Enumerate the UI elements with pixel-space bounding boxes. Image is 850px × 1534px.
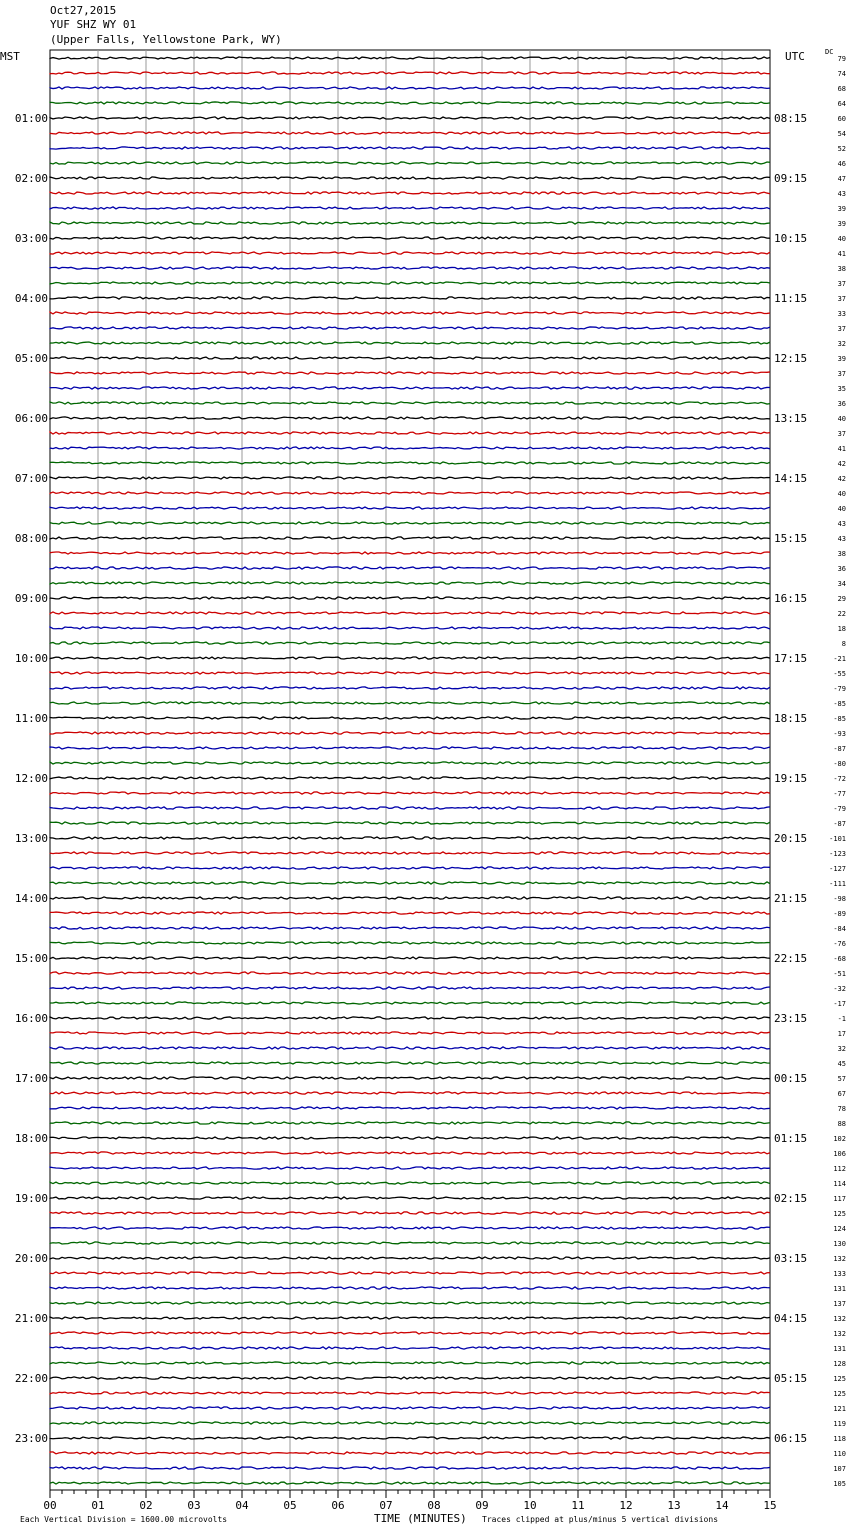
trace-line — [50, 762, 770, 764]
dc-offset-label: 132 — [833, 1330, 846, 1338]
trace-line — [50, 267, 770, 269]
utc-hour-label: 20:15 — [774, 832, 808, 845]
trace-line — [50, 1137, 770, 1139]
dc-offset-label: 131 — [833, 1345, 846, 1353]
trace-line — [50, 492, 770, 494]
dc-offset-label: 102 — [833, 1135, 846, 1143]
utc-hour-label: 22:15 — [774, 952, 808, 965]
vertical-division-note: Each Vertical Division = 1600.00 microvolts — [20, 1515, 228, 1524]
mst-hour-label: 11:00 — [14, 712, 48, 725]
dc-offset-label: 36 — [837, 565, 846, 573]
dc-offset-label: -87 — [833, 820, 846, 828]
utc-hour-label: 03:15 — [774, 1252, 808, 1265]
trace-line — [50, 417, 770, 419]
utc-hour-label: 10:15 — [774, 232, 808, 245]
dc-offset-label: -79 — [833, 685, 846, 693]
dc-offset-label: 68 — [837, 85, 846, 93]
utc-hour-label: 02:15 — [774, 1192, 808, 1205]
x-tick-label: 02 — [139, 1499, 153, 1512]
dc-offset-label: 64 — [837, 100, 846, 108]
utc-hour-label: 01:15 — [774, 1132, 808, 1145]
trace-line — [50, 987, 770, 989]
dc-label: DC — [825, 48, 834, 56]
trace-line — [50, 1242, 770, 1244]
dc-offset-label: 137 — [833, 1300, 846, 1308]
dc-offset-label: -77 — [833, 790, 846, 798]
header-location: (Upper Falls, Yellowstone Park, WY) — [50, 33, 282, 46]
trace-line — [50, 972, 770, 974]
dc-offset-label: -87 — [833, 745, 846, 753]
dc-offset-label: -123 — [829, 850, 846, 858]
trace-line — [50, 882, 770, 884]
dc-offset-label: 133 — [833, 1270, 846, 1278]
left-timezone-label: MST — [0, 50, 20, 63]
dc-offset-label: 110 — [833, 1450, 846, 1458]
mst-hour-label: 06:00 — [14, 412, 48, 425]
dc-offset-label: 40 — [837, 415, 846, 423]
trace-line — [50, 1422, 770, 1424]
dc-offset-label: 39 — [837, 220, 846, 228]
trace-line — [50, 1227, 770, 1229]
trace-line — [50, 1017, 770, 1019]
dc-offset-label: 106 — [833, 1150, 846, 1158]
dc-offset-label: 47 — [837, 175, 846, 183]
dc-offset-label: 132 — [833, 1255, 846, 1263]
utc-hour-label: 09:15 — [774, 172, 808, 185]
trace-line — [50, 222, 770, 224]
trace-line — [50, 837, 770, 839]
dc-offset-label: 38 — [837, 265, 846, 273]
utc-hour-label: 18:15 — [774, 712, 808, 725]
dc-offset-label: 74 — [837, 70, 846, 78]
trace-line — [50, 642, 770, 644]
dc-offset-label: -98 — [833, 895, 846, 903]
trace-line — [50, 522, 770, 524]
utc-hour-label: 16:15 — [774, 592, 808, 605]
dc-offset-label: 32 — [837, 340, 846, 348]
trace-line — [50, 1482, 770, 1484]
mst-hour-label: 21:00 — [14, 1312, 48, 1325]
dc-offset-label: 40 — [837, 505, 846, 513]
dc-offset-label: 130 — [833, 1240, 846, 1248]
x-tick-label: 03 — [187, 1499, 201, 1512]
dc-offset-label: 22 — [837, 610, 846, 618]
trace-line — [50, 312, 770, 314]
dc-offset-label: 42 — [837, 475, 846, 483]
mst-hour-label: 09:00 — [14, 592, 48, 605]
x-tick-label: 15 — [763, 1499, 777, 1512]
dc-offset-label: -93 — [833, 730, 846, 738]
dc-offset-label: -72 — [833, 775, 846, 783]
trace-line — [50, 102, 770, 104]
trace-line — [50, 432, 770, 434]
dc-offset-label: 117 — [833, 1195, 846, 1203]
mst-hour-label: 05:00 — [14, 352, 48, 365]
trace-line — [50, 597, 770, 599]
x-axis-title: TIME (MINUTES) — [374, 1512, 467, 1525]
trace-line — [50, 147, 770, 149]
trace-line — [50, 672, 770, 674]
trace-line — [50, 1182, 770, 1184]
trace-line — [50, 72, 770, 74]
dc-offset-label: 107 — [833, 1465, 846, 1473]
dc-offset-label: 78 — [837, 1105, 846, 1113]
dc-offset-label: 33 — [837, 310, 846, 318]
trace-line — [50, 897, 770, 899]
utc-hour-label: 17:15 — [774, 652, 808, 665]
mst-hour-label: 10:00 — [14, 652, 48, 665]
trace-line — [50, 867, 770, 869]
trace-line — [50, 1197, 770, 1199]
trace-line — [50, 717, 770, 719]
trace-line — [50, 567, 770, 569]
dc-offset-label: 105 — [833, 1480, 846, 1488]
trace-line — [50, 462, 770, 464]
dc-offset-label: 39 — [837, 355, 846, 363]
trace-line — [50, 627, 770, 629]
mst-hour-label: 17:00 — [14, 1072, 48, 1085]
trace-line — [50, 957, 770, 959]
trace-line — [50, 747, 770, 749]
x-tick-label: 09 — [475, 1499, 489, 1512]
x-tick-label: 13 — [667, 1499, 681, 1512]
dc-offset-label: 125 — [833, 1210, 846, 1218]
trace-line — [50, 687, 770, 689]
x-tick-label: 07 — [379, 1499, 393, 1512]
trace-line — [50, 1362, 770, 1364]
utc-hour-label: 06:15 — [774, 1432, 808, 1445]
trace-line — [50, 477, 770, 479]
dc-offset-label: 41 — [837, 445, 846, 453]
dc-offset-label: -85 — [833, 700, 846, 708]
trace-line — [50, 942, 770, 944]
dc-offset-label: -76 — [833, 940, 846, 948]
trace-line — [50, 1077, 770, 1079]
trace-line — [50, 507, 770, 509]
dc-offset-label: 128 — [833, 1360, 846, 1368]
mst-hour-label: 08:00 — [14, 532, 48, 545]
utc-hour-label: 13:15 — [774, 412, 808, 425]
mst-hour-label: 02:00 — [14, 172, 48, 185]
dc-offset-label: 114 — [833, 1180, 846, 1188]
trace-line — [50, 852, 770, 854]
trace-line — [50, 87, 770, 89]
x-tick-label: 10 — [523, 1499, 537, 1512]
trace-line — [50, 1062, 770, 1064]
mst-hour-label: 16:00 — [14, 1012, 48, 1025]
dc-offset-label: 37 — [837, 295, 846, 303]
utc-hour-label: 12:15 — [774, 352, 808, 365]
trace-line — [50, 402, 770, 404]
x-tick-label: 00 — [43, 1499, 57, 1512]
mst-hour-label: 13:00 — [14, 832, 48, 845]
x-tick-label: 14 — [715, 1499, 729, 1512]
trace-line — [50, 252, 770, 254]
mst-hour-label: 12:00 — [14, 772, 48, 785]
dc-offset-label: 119 — [833, 1420, 846, 1428]
trace-line — [50, 912, 770, 914]
dc-offset-label: 118 — [833, 1435, 846, 1443]
utc-hour-label: 08:15 — [774, 112, 808, 125]
header-date: Oct27,2015 — [50, 4, 117, 17]
trace-line — [50, 1332, 770, 1334]
trace-line — [50, 1392, 770, 1394]
dc-offset-label: 132 — [833, 1315, 846, 1323]
trace-line — [50, 207, 770, 209]
dc-offset-label: 37 — [837, 370, 846, 378]
dc-offset-label: 57 — [837, 1075, 846, 1083]
dc-offset-label: -55 — [833, 670, 846, 678]
trace-line — [50, 1002, 770, 1004]
dc-offset-label: 43 — [837, 520, 846, 528]
trace-line — [50, 1092, 770, 1094]
x-tick-label: 06 — [331, 1499, 345, 1512]
trace-line — [50, 1032, 770, 1034]
trace-line — [50, 1167, 770, 1169]
dc-offset-label: -68 — [833, 955, 846, 963]
dc-offset-label: -79 — [833, 805, 846, 813]
dc-offset-label: 37 — [837, 430, 846, 438]
trace-line — [50, 192, 770, 194]
trace-line — [50, 447, 770, 449]
dc-offset-label: 125 — [833, 1375, 846, 1383]
trace-line — [50, 1302, 770, 1304]
utc-hour-label: 15:15 — [774, 532, 808, 545]
trace-line — [50, 1047, 770, 1049]
header-station: YUF SHZ WY 01 — [50, 18, 137, 31]
dc-offset-label: -21 — [833, 655, 846, 663]
dc-offset-label: 39 — [837, 205, 846, 213]
mst-hour-label: 18:00 — [14, 1132, 48, 1145]
trace-line — [50, 282, 770, 284]
right-timezone-label: UTC — [785, 50, 805, 63]
trace-line — [50, 1272, 770, 1274]
dc-offset-label: -101 — [829, 835, 846, 843]
trace-line — [50, 657, 770, 659]
trace-line — [50, 387, 770, 389]
dc-offset-label: 124 — [833, 1225, 846, 1233]
dc-offset-label: 54 — [837, 130, 846, 138]
dc-offset-label: 40 — [837, 490, 846, 498]
dc-offset-label: 131 — [833, 1285, 846, 1293]
dc-offset-label: 38 — [837, 550, 846, 558]
dc-offset-label: 60 — [837, 115, 846, 123]
x-tick-label: 01 — [91, 1499, 105, 1512]
trace-line — [50, 57, 770, 59]
trace-line — [50, 1347, 770, 1349]
dc-offset-label: 35 — [837, 385, 846, 393]
trace-line — [50, 1467, 770, 1469]
mst-hour-label: 14:00 — [14, 892, 48, 905]
trace-line — [50, 537, 770, 539]
dc-offset-label: 67 — [837, 1090, 846, 1098]
mst-hour-label: 04:00 — [14, 292, 48, 305]
dc-offset-label: -51 — [833, 970, 846, 978]
dc-offset-label: -84 — [833, 925, 846, 933]
trace-line — [50, 237, 770, 239]
trace-line — [50, 777, 770, 779]
dc-offset-label: 34 — [837, 580, 846, 588]
x-tick-label: 11 — [571, 1499, 585, 1512]
mst-hour-label: 15:00 — [14, 952, 48, 965]
utc-hour-label: 00:15 — [774, 1072, 808, 1085]
dc-offset-label: -85 — [833, 715, 846, 723]
dc-offset-label: -32 — [833, 985, 846, 993]
dc-offset-label: 43 — [837, 535, 846, 543]
dc-offset-label: 40 — [837, 235, 846, 243]
trace-line — [50, 552, 770, 554]
dc-offset-label: 32 — [837, 1045, 846, 1053]
dc-offset-label: 45 — [837, 1060, 846, 1068]
mst-hour-label: 03:00 — [14, 232, 48, 245]
utc-hour-label: 14:15 — [774, 472, 808, 485]
dc-offset-label: 18 — [837, 625, 846, 633]
dc-offset-label: 42 — [837, 460, 846, 468]
mst-hour-label: 22:00 — [14, 1372, 48, 1385]
dc-offset-label: 79 — [837, 55, 846, 63]
trace-line — [50, 1407, 770, 1409]
trace-line — [50, 792, 770, 794]
dc-offset-label: -89 — [833, 910, 846, 918]
trace-line — [50, 732, 770, 734]
trace-line — [50, 1452, 770, 1454]
trace-line — [50, 1122, 770, 1124]
trace-line — [50, 582, 770, 584]
dc-offset-label: -127 — [829, 865, 846, 873]
dc-offset-label: -80 — [833, 760, 846, 768]
trace-line — [50, 1152, 770, 1154]
utc-hour-label: 05:15 — [774, 1372, 808, 1385]
trace-line — [50, 357, 770, 359]
dc-offset-label: 121 — [833, 1405, 846, 1413]
mst-hour-label: 19:00 — [14, 1192, 48, 1205]
utc-hour-label: 23:15 — [774, 1012, 808, 1025]
trace-line — [50, 1287, 770, 1289]
dc-offset-label: 43 — [837, 190, 846, 198]
trace-line — [50, 1257, 770, 1259]
x-tick-label: 12 — [619, 1499, 633, 1512]
trace-line — [50, 807, 770, 809]
mst-hour-label: 01:00 — [14, 112, 48, 125]
trace-line — [50, 177, 770, 179]
trace-line — [50, 372, 770, 374]
trace-line — [50, 162, 770, 164]
trace-line — [50, 612, 770, 614]
dc-offset-label: -1 — [837, 1015, 846, 1023]
trace-line — [50, 1212, 770, 1214]
dc-offset-label: 52 — [837, 145, 846, 153]
dc-offset-label: 46 — [837, 160, 846, 168]
trace-line — [50, 702, 770, 704]
utc-hour-label: 04:15 — [774, 1312, 808, 1325]
mst-hour-label: 07:00 — [14, 472, 48, 485]
dc-offset-label: 88 — [837, 1120, 846, 1128]
dc-offset-label: 112 — [833, 1165, 846, 1173]
mst-hour-label: 23:00 — [14, 1432, 48, 1445]
dc-offset-label: 29 — [837, 595, 846, 603]
dc-offset-label: 125 — [833, 1390, 846, 1398]
utc-hour-label: 11:15 — [774, 292, 808, 305]
trace-line — [50, 132, 770, 134]
trace-line — [50, 297, 770, 299]
trace-line — [50, 1107, 770, 1109]
dc-offset-label: -111 — [829, 880, 846, 888]
dc-offset-label: 8 — [841, 640, 846, 648]
dc-offset-label: -17 — [833, 1000, 846, 1008]
x-tick-label: 05 — [283, 1499, 297, 1512]
clipping-note: Traces clipped at plus/minus 5 vertical divisions — [482, 1515, 719, 1524]
dc-offset-label: 37 — [837, 325, 846, 333]
trace-line — [50, 342, 770, 344]
utc-hour-label: 21:15 — [774, 892, 808, 905]
trace-line — [50, 1317, 770, 1319]
utc-hour-label: 19:15 — [774, 772, 808, 785]
x-tick-label: 04 — [235, 1499, 249, 1512]
dc-offset-label: 41 — [837, 250, 846, 258]
trace-line — [50, 927, 770, 929]
trace-line — [50, 1377, 770, 1379]
trace-line — [50, 117, 770, 119]
trace-line — [50, 822, 770, 824]
trace-line — [50, 327, 770, 329]
dc-offset-label: 17 — [837, 1030, 846, 1038]
x-tick-label: 08 — [427, 1499, 441, 1512]
dc-offset-label: 36 — [837, 400, 846, 408]
dc-offset-label: 37 — [837, 280, 846, 288]
trace-line — [50, 1437, 770, 1439]
mst-hour-label: 20:00 — [14, 1252, 48, 1265]
